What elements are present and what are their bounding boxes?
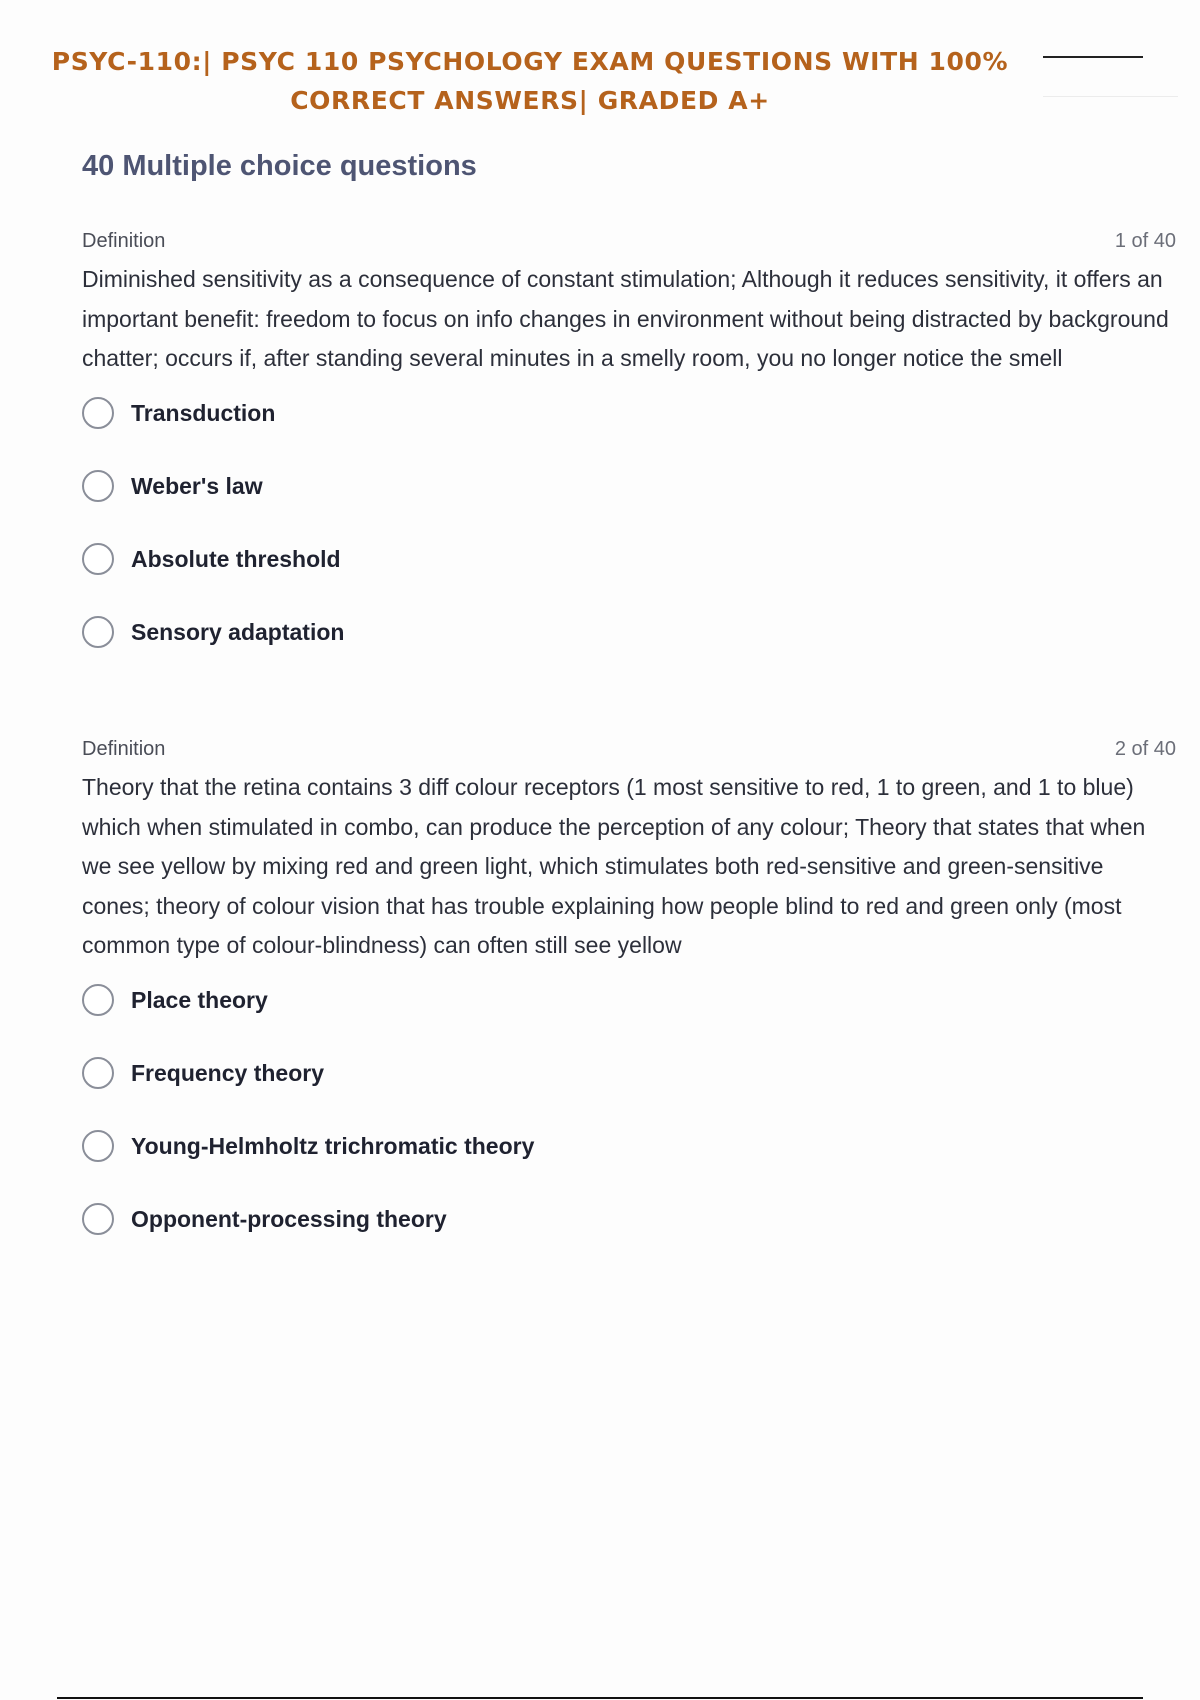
question-header — [82, 732, 1176, 766]
title-rule — [1043, 56, 1143, 58]
answer-option[interactable] — [82, 1199, 1176, 1272]
document-title: PSYC-110:| PSYC 110 PSYCHOLOGY EXAM QUESTIONS WITH 100% CORRECT ANSWERS| GRADED A+ — [51, 47, 1009, 115]
answer-option[interactable] — [82, 393, 1176, 466]
answer-option-label[interactable]: Weber's law — [131, 472, 263, 499]
radio-icon[interactable] — [82, 470, 114, 502]
title-rule-light — [1043, 96, 1178, 97]
answer-option-label[interactable]: Place theory — [131, 986, 268, 1013]
answer-option[interactable] — [82, 466, 1176, 539]
question-counter: 1 of 40 — [1114, 230, 1176, 252]
radio-icon[interactable] — [82, 543, 114, 575]
page-bottom-rule — [57, 1697, 1143, 1699]
answer-option-label[interactable]: Opponent-processing theory — [131, 1205, 447, 1232]
question-counter: 2 of 40 — [1114, 738, 1176, 760]
answer-option[interactable] — [82, 539, 1176, 612]
radio-icon[interactable] — [82, 397, 114, 429]
question-prompt: Diminished sensitivity as a consequence of constant stimulation; Although it reduces sensitivity, it offers an important benefit: freedom to focus on info changes in environment without being distracted by background chatter; occurs if, after standing several minutes in a smelly room, you no longer notice the smell — [82, 266, 1169, 371]
question-card — [82, 224, 1176, 685]
quiz-heading: 40 Multiple choice questions — [82, 150, 477, 182]
radio-icon[interactable] — [82, 1057, 114, 1089]
radio-icon[interactable] — [82, 616, 114, 648]
question-prompt: Theory that the retina contains 3 diff colour receptors (1 most sensitive to red, 1 to green, and 1 to blue) which when stimulated in combo, can produce the perception of any colour; Theory that states that when we see yellow by mixing red and green light, which stimulates both red-sensitive and green-sensitive cones; theory of colour vision that has trouble explaining how people blind to red and green only (most common type of colour-blindness) can often still see yellow — [82, 774, 1146, 958]
answer-option[interactable] — [82, 980, 1176, 1053]
answer-option[interactable] — [82, 1053, 1176, 1126]
answer-option-label[interactable]: Absolute threshold — [131, 545, 341, 572]
answer-option[interactable] — [82, 612, 1176, 685]
answer-options — [82, 980, 1176, 1272]
answer-option-label[interactable]: Frequency theory — [131, 1059, 324, 1086]
radio-icon[interactable] — [82, 1130, 114, 1162]
question-header — [82, 224, 1176, 258]
answer-options — [82, 393, 1176, 685]
question-label: Definition — [82, 230, 166, 252]
answer-option-label[interactable]: Sensory adaptation — [131, 618, 345, 645]
answer-option[interactable] — [82, 1126, 1176, 1199]
question-card — [82, 732, 1176, 1272]
answer-option-label[interactable]: Transduction — [131, 399, 276, 426]
question-label: Definition — [82, 738, 166, 760]
answer-option-label[interactable]: Young-Helmholtz trichromatic theory — [131, 1132, 535, 1159]
radio-icon[interactable] — [82, 984, 114, 1016]
radio-icon[interactable] — [82, 1203, 114, 1235]
